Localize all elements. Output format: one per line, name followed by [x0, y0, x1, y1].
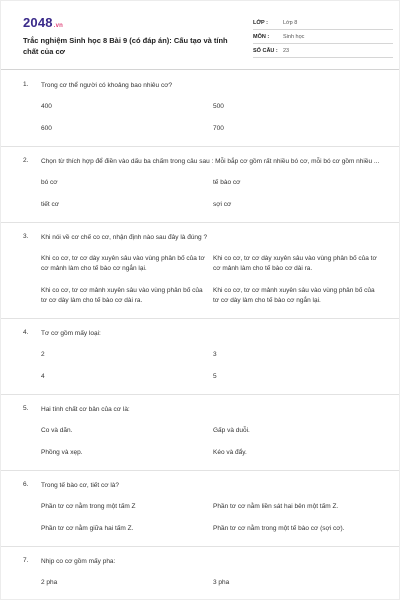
answer-option[interactable]: 4 [41, 373, 45, 380]
meta-value: 23 [283, 48, 290, 54]
answer-option[interactable]: tế bào cơ [213, 179, 241, 186]
meta-row-count [253, 45, 393, 58]
answer-option[interactable]: Phần tơ cơ nằm giữa hai tấm Z. [41, 525, 134, 532]
answer-option[interactable]: Co và dãn. [41, 427, 73, 434]
question-divider [1, 470, 399, 471]
answer-option[interactable]: 400 [41, 103, 52, 110]
meta-value: Lớp 8 [283, 20, 298, 26]
answer-options [41, 426, 381, 458]
question-7 [1, 557, 399, 588]
logo-suffix: .vn [53, 23, 64, 29]
answer-option[interactable]: Phần tơ cơ nằm liền sát hai bên một tấm Z. [213, 503, 339, 510]
answer-options [41, 578, 381, 588]
meta-label: LỚP : [253, 20, 268, 26]
answer-option[interactable]: 600 [41, 125, 52, 132]
question-number: 3. [23, 233, 29, 240]
answer-option[interactable]: Khi co cơ, tơ cơ mảnh xuyên sâu vào vùng phân bố của tơ cơ dày làm cho tế bào cơ dài ra. [41, 287, 203, 304]
answer-options [41, 102, 381, 134]
question-text: Khi nói về cơ chế co cơ, nhận định nào sau đây là đúng ? [41, 234, 208, 241]
answer-option[interactable]: tiết cơ [41, 201, 59, 208]
answer-option[interactable]: Kéo và đẩy. [213, 449, 247, 456]
question-divider [1, 146, 399, 147]
question-text: Trong cơ thể người có khoảng bao nhiêu cơ? [41, 82, 173, 89]
question-text: Hai tính chất cơ bản của cơ là: [41, 406, 130, 413]
answer-option[interactable]: 3 [213, 351, 217, 358]
answer-option[interactable]: Phần tơ cơ nằm trong một tế bào cơ (sợi cơ). [213, 525, 345, 532]
meta-label: SỐ CÂU : [253, 48, 278, 54]
answer-option[interactable]: Gấp và duỗi. [213, 427, 250, 434]
answer-option[interactable]: 3 pha [213, 579, 230, 586]
answer-option[interactable]: bó cơ [41, 179, 58, 186]
page-title: Trắc nghiệm Sinh học 8 Bài 9 (có đáp án): Cấu tạo và tính chất của cơ [23, 36, 228, 56]
answer-options [41, 178, 381, 210]
answer-option[interactable]: 700 [213, 125, 224, 132]
question-text: Chọn từ thích hợp để điền vào dấu ba chấm trong câu sau : Mỗi bắp cơ gồm rất nhiều bó cơ, mỗi bó cơ gồm nhiều ... [41, 158, 380, 165]
question-text: Nhịp co cơ gồm mấy pha: [41, 558, 116, 565]
question-3 [1, 233, 399, 306]
question-text: Tơ cơ gồm mấy loại: [41, 330, 101, 337]
logo-text: 2048 [23, 15, 53, 30]
answer-option[interactable]: Phần tơ cơ nằm trong một tấm Z [41, 503, 136, 510]
question-divider [1, 222, 399, 223]
meta-row-subject [253, 31, 393, 44]
answer-option[interactable]: 2 pha [41, 579, 58, 586]
question-text: Trong tế bào cơ, tiết cơ là? [41, 482, 120, 489]
answer-option[interactable]: 500 [213, 103, 224, 110]
answer-option[interactable]: Khi co cơ, tơ cơ dày xuyên sâu vào vùng phân bố của tơ cơ mảnh làm cho tế bào cơ ngắn lại. [41, 255, 205, 272]
answer-option[interactable]: sợi cơ [213, 201, 232, 208]
question-4 [1, 329, 399, 382]
meta-label: MÔN : [253, 34, 270, 40]
question-number: 7. [23, 557, 29, 564]
answer-option[interactable]: Khi co cơ, tơ cơ mảnh xuyên sâu vào vùng phân bố của tơ cơ dày làm cho tế bào cơ ngắn lại. [213, 287, 375, 304]
answer-option[interactable]: Phồng và xẹp. [41, 449, 83, 456]
question-divider [1, 394, 399, 395]
question-number: 5. [23, 405, 29, 412]
question-5 [1, 405, 399, 458]
question-number: 6. [23, 481, 29, 488]
question-list [1, 70, 399, 588]
question-divider [1, 318, 399, 319]
answer-option[interactable]: 2 [41, 351, 45, 358]
answer-options [41, 254, 381, 306]
question-divider [1, 546, 399, 547]
question-2 [1, 157, 399, 210]
answer-options [41, 502, 381, 534]
question-1 [1, 81, 399, 134]
meta-row-class [253, 17, 393, 30]
answer-option[interactable]: 5 [213, 373, 217, 380]
question-6 [1, 481, 399, 534]
meta-table [253, 17, 393, 58]
answer-options [41, 350, 381, 382]
question-number: 4. [23, 329, 29, 336]
page-header [1, 1, 399, 69]
question-number: 1. [23, 81, 29, 88]
answer-option[interactable]: Khi co cơ, tơ cơ dày xuyên sâu vào vùng phân bố của tơ cơ mảnh làm cho tế bào cơ dài ra. [213, 255, 377, 272]
question-number: 2. [23, 157, 29, 164]
meta-value: Sinh học [283, 34, 305, 40]
